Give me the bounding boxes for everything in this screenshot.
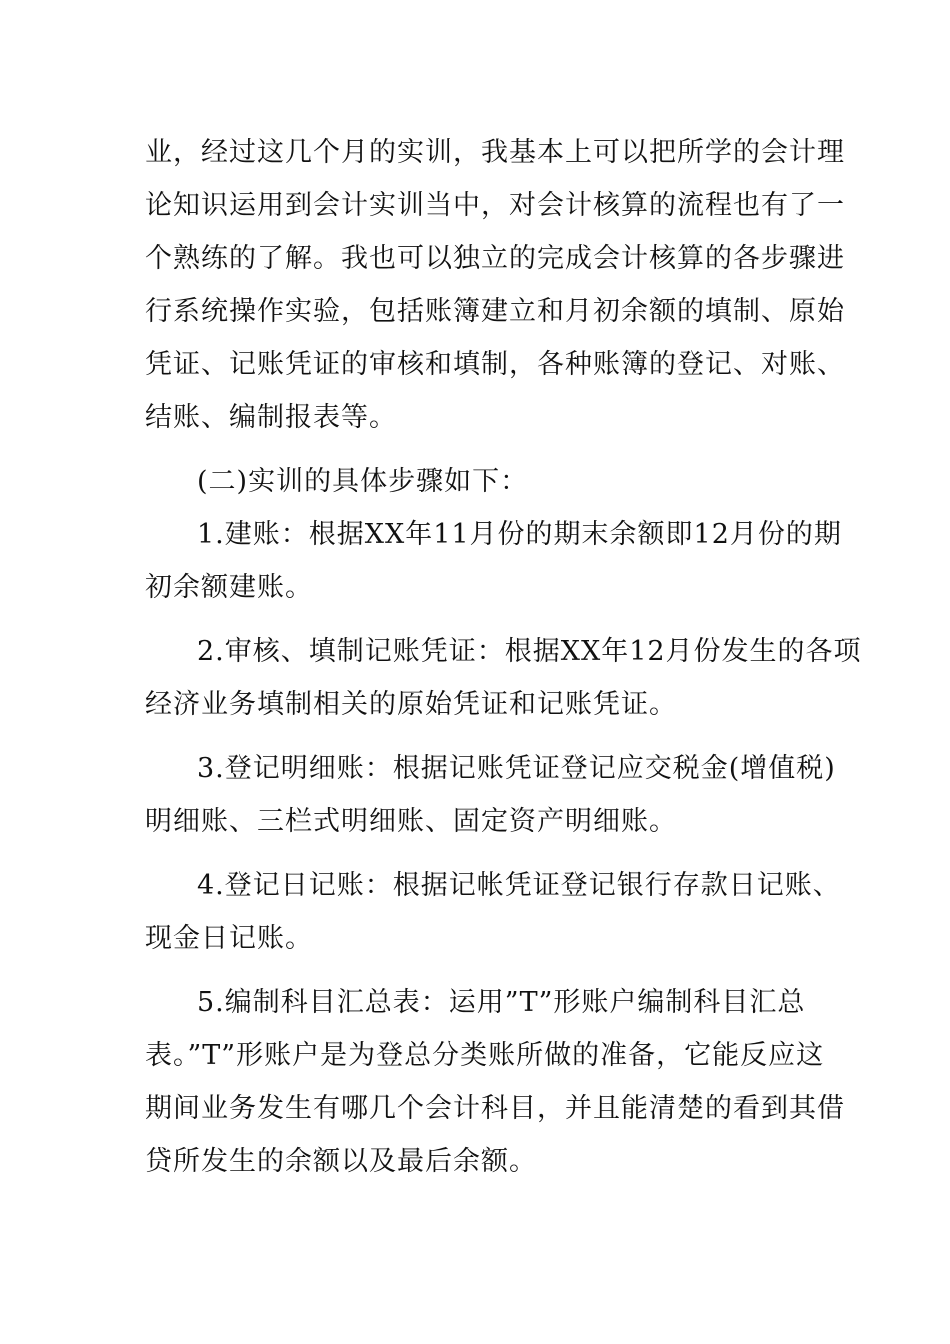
step-5-line: 5.编制科目汇总表：运用”T”形账户编制科目汇总 xyxy=(197,987,806,1018)
step-4-line: 4.登记日记账：根据记帐凭证登记银行存款日记账、 xyxy=(197,870,841,901)
text-line: 论知识运用到会计实训当中，对会计核算的流程也有了一 xyxy=(145,190,845,221)
text-line: 贷所发生的余额以及最后余额。 xyxy=(145,1146,537,1177)
text-line: 明细账、三栏式明细账、固定资产明细账。 xyxy=(145,806,677,837)
text-line: 行系统操作实验，包括账簿建立和月初余额的填制、原始 xyxy=(145,296,845,327)
text-line: 现金日记账。 xyxy=(145,923,313,954)
text-line: 经济业务填制相关的原始凭证和记账凭证。 xyxy=(145,689,677,720)
text-line: 初余额建账。 xyxy=(145,572,313,603)
text-line: 结账、编制报表等。 xyxy=(145,402,397,433)
step-3-line: 3.登记明细账：根据记账凭证登记应交税金(增值税) xyxy=(197,753,836,784)
text-line: 个熟练的了解。我也可以独立的完成会计核算的各步骤进 xyxy=(145,243,845,274)
section-heading: (二)实训的具体步骤如下： xyxy=(197,466,529,497)
text-line: 表。”T”形账户是为登总分类账所做的准备，它能反应这 xyxy=(145,1040,825,1071)
text-line: 期间业务发生有哪几个会计科目，并且能清楚的看到其借 xyxy=(145,1093,845,1124)
step-2-line: 2.审核、填制记账凭证：根据XX年12月份发生的各项 xyxy=(197,636,862,667)
step-1-line: 1.建账：根据XX年11月份的期末余额即12月份的期 xyxy=(197,519,842,550)
text-line: 凭证、记账凭证的审核和填制，各种账簿的登记、对账、 xyxy=(145,349,845,380)
text-line: 业，经过这几个月的实训，我基本上可以把所学的会计理 xyxy=(145,137,845,168)
